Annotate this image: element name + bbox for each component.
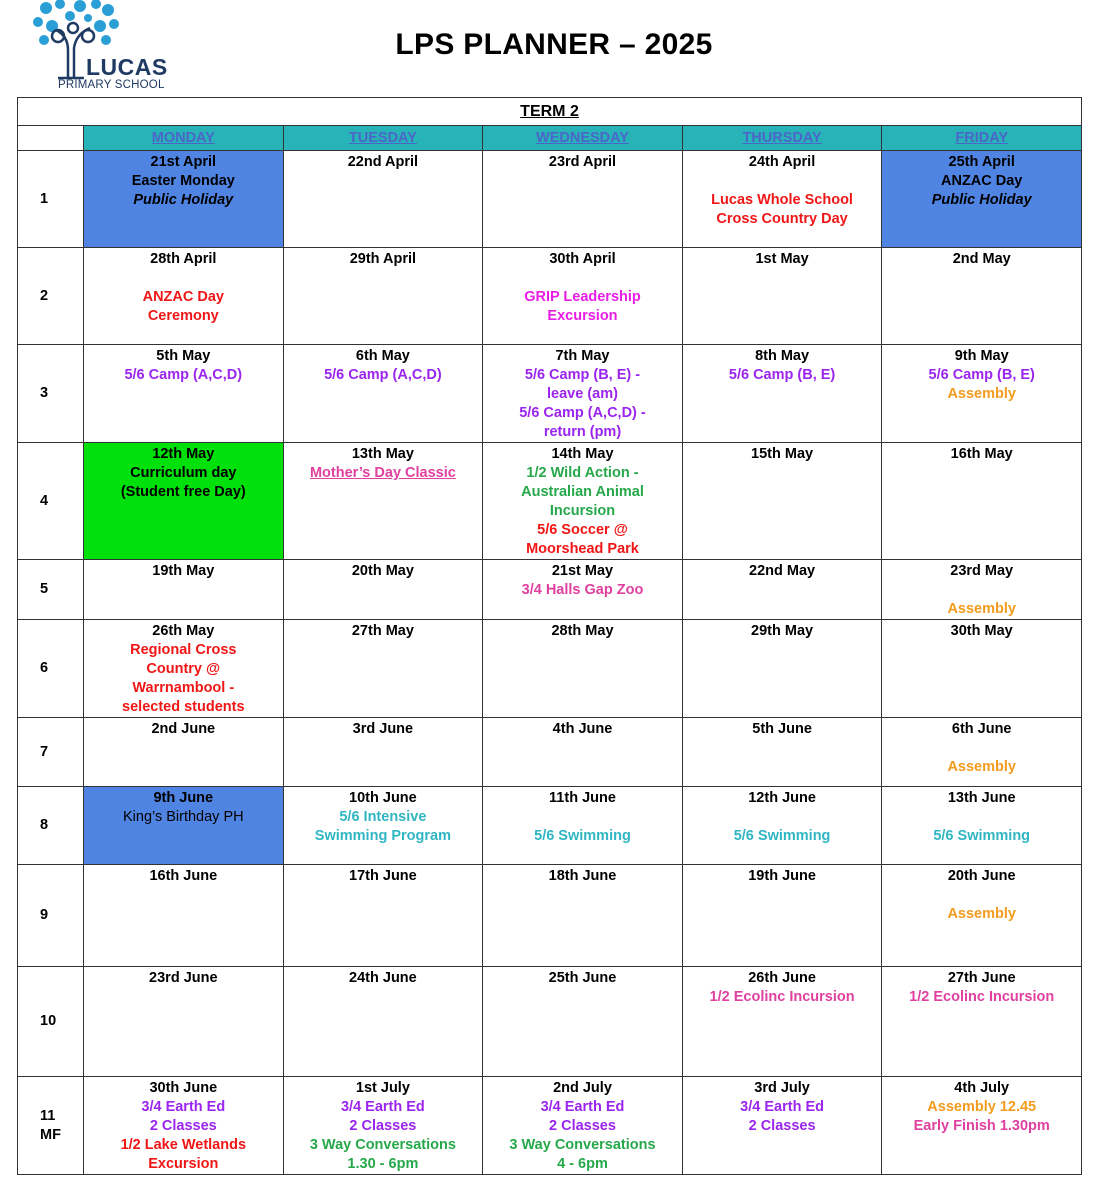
day-cell [882, 787, 1082, 865]
day-cell [283, 787, 483, 865]
day-cell [483, 345, 683, 443]
date-label: 22nd May [749, 563, 816, 579]
date-label: 26th June [748, 970, 816, 986]
day-cell [84, 151, 284, 248]
event-label: 5/6 Intensive [339, 809, 427, 825]
day-cell [283, 345, 483, 443]
date-label: 28th May [551, 623, 614, 639]
day-cell [882, 620, 1082, 718]
event-label: ANZAC Day [941, 173, 1023, 189]
week-number [18, 248, 84, 345]
spacer [483, 808, 682, 827]
date-label: 28th April [150, 251, 217, 267]
week-row [18, 967, 1082, 1077]
day-cell [483, 865, 683, 967]
week-number-label: 1 [40, 190, 49, 207]
week-row [18, 1077, 1082, 1175]
date-label: 1st May [755, 251, 809, 267]
day-cell [682, 443, 882, 560]
event-label: Ceremony [147, 308, 219, 324]
date-label: 3rd June [352, 721, 414, 737]
date-label: 2nd June [151, 721, 216, 737]
date-label: 5th May [156, 348, 211, 364]
event-label: 3/4 Halls Gap Zoo [521, 582, 644, 598]
term-heading: TERM 2 [18, 98, 1082, 126]
event-label: Curriculum day [130, 465, 237, 481]
day-cell [84, 865, 284, 967]
event-label: return (pm) [543, 424, 622, 440]
day-cell [84, 248, 284, 345]
day-cell [682, 151, 882, 248]
day-cell [483, 443, 683, 560]
date-label: 13th June [947, 790, 1016, 806]
event-label: 1/2 Ecolinc Incursion [709, 989, 855, 1005]
day-cell [882, 718, 1082, 787]
event-label: GRIP Leadership [524, 289, 641, 305]
day-cell [882, 443, 1082, 560]
week-number [18, 151, 84, 248]
event-label: 1/2 Lake Wetlands [120, 1137, 247, 1153]
event-label: 4 - 6pm [557, 1156, 608, 1172]
date-label: 2nd May [952, 251, 1011, 267]
date-label: 16th May [950, 446, 1013, 462]
event-label: 5/6 Swimming [534, 828, 631, 844]
event-label: Public Holiday [133, 192, 234, 208]
day-header-tuesday: TUESDAY [283, 126, 483, 151]
event-label: Country @ [146, 661, 221, 677]
week-number-label: 3 [40, 385, 49, 401]
date-label: 18th June [548, 868, 617, 884]
week-number-label: 7 [40, 743, 49, 760]
week-row [18, 151, 1082, 248]
date-label: 23rd May [950, 563, 1014, 579]
planner-body [18, 151, 1082, 1175]
day-header-friday: FRIDAY [882, 126, 1082, 151]
date-label: 30th April [549, 251, 616, 267]
week-row [18, 718, 1082, 787]
event-label: ANZAC Day [142, 289, 224, 305]
day-cell [483, 787, 683, 865]
day-cell [283, 151, 483, 248]
date-label: 3rd July [754, 1080, 810, 1096]
date-label: 9th May [954, 348, 1009, 364]
event-label: (Student free Day) [120, 484, 246, 500]
event-label: 5/6 Swimming [733, 828, 831, 844]
day-cell [283, 443, 483, 560]
date-label: 16th June [149, 868, 218, 884]
week-row [18, 345, 1082, 443]
week-row [18, 865, 1082, 967]
week-number [18, 865, 84, 967]
event-label: Early Finish 1.30pm [913, 1118, 1050, 1134]
day-cell [283, 620, 483, 718]
event-label: 5/6 Soccer @ [537, 522, 628, 538]
day-cell [283, 248, 483, 345]
week-number [18, 443, 84, 560]
week-number-label: 6 [40, 660, 49, 676]
date-label: 8th May [755, 348, 810, 364]
week-number [18, 718, 84, 787]
date-label: 13th May [351, 446, 414, 462]
date-label: 27th May [351, 623, 414, 639]
day-cell [682, 620, 882, 718]
event-label: Assembly [947, 601, 1016, 617]
event-label: 2 Classes [149, 1118, 217, 1134]
date-label: 17th June [349, 868, 417, 884]
page-title: LPS PLANNER – 2025 [395, 28, 713, 61]
event-label: 5/6 Camp (B, E) [728, 367, 836, 383]
week-row [18, 248, 1082, 345]
day-cell [483, 1077, 683, 1175]
week-number [18, 560, 84, 620]
event-label: 5/6 Camp (A,C,D) [124, 367, 243, 383]
date-label: 11th June [549, 790, 616, 806]
date-label: 24th April [748, 154, 816, 170]
spacer [882, 581, 1081, 600]
week-row [18, 620, 1082, 718]
event-label: 2 Classes [549, 1118, 616, 1134]
date-label: 30th May [950, 623, 1013, 639]
week-note-label: MF [40, 1126, 61, 1143]
date-label: 30th June [149, 1080, 218, 1096]
date-label: 20th June [947, 868, 1016, 884]
date-label: 27th June [947, 970, 1016, 986]
day-header-row [18, 126, 1082, 151]
date-label: 29th April [349, 251, 417, 267]
day-header-monday: MONDAY [84, 126, 284, 151]
week-number-label: 5 [40, 581, 49, 597]
date-label: 6th June [951, 721, 1012, 737]
day-cell [84, 620, 284, 718]
event-label: 3 Way Conversations [509, 1137, 656, 1153]
spacer [882, 886, 1081, 905]
week-row [18, 787, 1082, 865]
date-label: 26th May [152, 623, 215, 639]
week-number [18, 787, 84, 865]
spacer [882, 808, 1081, 827]
event-label: leave (am) [547, 386, 618, 402]
date-label: 21st April [150, 154, 217, 170]
event-label: King’s Birthday PH [122, 809, 244, 825]
week-column-header [18, 126, 84, 151]
week-number [18, 967, 84, 1077]
logo-subtitle: PRIMARY SCHOOL [58, 79, 165, 91]
day-header-thursday: THURSDAY [682, 126, 882, 151]
week-row [18, 443, 1082, 560]
date-label: 10th June [349, 790, 417, 806]
event-label: Swimming Program [314, 828, 451, 844]
event-label: Cross Country Day [716, 211, 848, 227]
date-label: 25th June [548, 970, 617, 986]
event-label: 1/2 Ecolinc Incursion [909, 989, 1055, 1005]
day-cell [882, 865, 1082, 967]
event-label: 5/6 Camp (B, E) - [524, 367, 641, 383]
event-label: Mother’s Day Classic [309, 465, 456, 481]
event-label: Lucas Whole School [711, 192, 853, 208]
event-label: 3/4 Earth Ed [340, 1099, 425, 1115]
date-label: 23rd April [548, 154, 617, 170]
day-cell [682, 345, 882, 443]
day-cell [682, 787, 882, 865]
week-number-label: 10 [40, 1013, 57, 1029]
event-label: 3/4 Earth Ed [740, 1099, 824, 1115]
week-number-label: 4 [40, 492, 49, 509]
event-label: Regional Cross [130, 642, 237, 658]
date-label: 22nd April [347, 154, 419, 170]
event-label: Incursion [549, 503, 616, 519]
event-label: 1/2 Wild Action - [526, 465, 639, 481]
day-cell [483, 718, 683, 787]
day-cell [882, 967, 1082, 1077]
spacer [683, 808, 882, 827]
event-label: 5/6 Camp (A,C,D) [324, 367, 442, 383]
event-label: Assembly [947, 759, 1016, 775]
event-label: 2 Classes [748, 1118, 816, 1134]
event-label: Assembly [947, 906, 1016, 922]
date-label: 4th July [954, 1080, 1010, 1096]
week-number-label: 2 [40, 287, 49, 304]
day-cell [682, 1077, 882, 1175]
event-label: 5/6 Camp (A,C,D) - [519, 405, 646, 421]
day-cell [682, 248, 882, 345]
day-header-wednesday: WEDNESDAY [483, 126, 683, 151]
week-number [18, 1077, 84, 1175]
day-cell [882, 151, 1082, 248]
event-label: 3/4 Earth Ed [141, 1099, 226, 1115]
day-cell [483, 620, 683, 718]
date-label: 9th June [153, 790, 214, 806]
day-cell [882, 345, 1082, 443]
event-label: Easter Monday [131, 173, 235, 189]
day-cell [483, 151, 683, 248]
date-label: 15th May [751, 446, 814, 462]
day-cell [84, 967, 284, 1077]
event-label: Assembly 12.45 [927, 1099, 1037, 1115]
event-label: Australian Animal [521, 484, 644, 500]
event-label: selected students [122, 699, 245, 715]
date-label: 7th May [555, 348, 610, 364]
date-label: 21st May [551, 563, 614, 579]
date-label: 29th May [751, 623, 814, 639]
day-cell [283, 560, 483, 620]
date-label: 19th May [152, 563, 215, 579]
day-cell [682, 560, 882, 620]
day-cell [84, 345, 284, 443]
week-number [18, 620, 84, 718]
date-label: 23rd June [149, 970, 218, 986]
day-cell [882, 560, 1082, 620]
day-cell [283, 718, 483, 787]
date-label: 19th June [748, 868, 816, 884]
date-label: 25th April [948, 154, 1015, 170]
day-cell [682, 967, 882, 1077]
date-label: 12th May [152, 446, 215, 462]
day-cell [84, 443, 284, 560]
week-number-label: 8 [40, 817, 49, 833]
event-label: 5/6 Swimming [933, 828, 1031, 844]
event-label: Excursion [547, 308, 618, 324]
date-label: 24th June [349, 970, 417, 986]
day-cell [882, 248, 1082, 345]
day-cell [882, 1077, 1082, 1175]
date-label: 6th May [355, 348, 410, 364]
day-cell [283, 865, 483, 967]
week-number [18, 345, 84, 443]
event-label: Excursion [148, 1156, 219, 1172]
day-cell [283, 1077, 483, 1175]
event-label: 3/4 Earth Ed [540, 1099, 625, 1115]
date-label: 5th June [752, 721, 812, 737]
event-label: 5/6 Camp (B, E) [928, 367, 1035, 383]
spacer [483, 269, 682, 288]
day-cell [84, 560, 284, 620]
day-cell [84, 718, 284, 787]
day-cell [682, 865, 882, 967]
spacer [882, 739, 1081, 758]
day-cell [483, 967, 683, 1077]
date-label: 1st July [355, 1080, 410, 1096]
week-row [18, 560, 1082, 620]
event-label: Assembly [947, 386, 1016, 402]
week-number-label: 11 [40, 1107, 56, 1124]
event-label: Public Holiday [931, 192, 1032, 208]
week-number-label: 9 [40, 907, 49, 923]
planner-table [17, 97, 1082, 1175]
day-cell [84, 787, 284, 865]
date-label: 2nd July [553, 1080, 612, 1096]
spacer [683, 172, 882, 191]
spacer [84, 269, 283, 288]
event-label: Moorshead Park [526, 541, 639, 557]
date-label: 14th May [551, 446, 614, 462]
date-label: 4th June [552, 721, 613, 737]
event-label: Warrnambool - [132, 680, 235, 696]
event-label: 2 Classes [349, 1118, 417, 1134]
event-label: 1.30 - 6pm [347, 1156, 419, 1172]
date-label: 20th May [351, 563, 414, 579]
date-label: 12th June [748, 790, 816, 806]
day-cell [483, 560, 683, 620]
day-cell [84, 1077, 284, 1175]
day-cell [483, 248, 683, 345]
day-cell [682, 718, 882, 787]
day-cell [283, 967, 483, 1077]
event-label: 3 Way Conversations [309, 1137, 456, 1153]
logo-name: LUCAS [86, 54, 168, 80]
